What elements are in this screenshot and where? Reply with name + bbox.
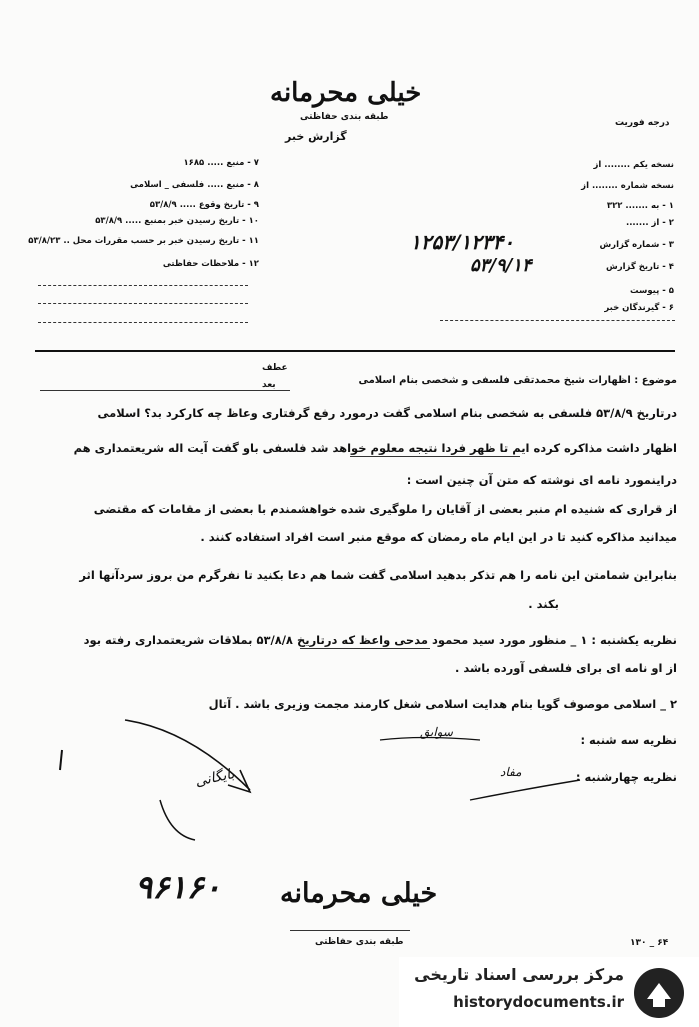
- report-date-handwritten: ۵۳/۹/۱۴: [470, 255, 532, 276]
- left-field: ۱۰ - تاریخ رسیدن خبر بمنبع ..... ۵۳/۸/۹: [95, 216, 259, 226]
- classification-bottom: خیلی محرمانه: [280, 878, 438, 909]
- watermark-title: مرکز بررسی اسناد تاریخی: [414, 965, 624, 984]
- handwritten-file-number: ۹۶۱۶۰: [135, 868, 221, 906]
- right-field: ۶ - گیرندگان خبر: [604, 303, 674, 313]
- body-line: نظریه یکشنبه : ۱ _ منظور مورد سید محمود مدحی واعظ که درتاریخ ۵۳/۸/۸ بملاقات شریعتمداری رفته بود: [83, 633, 677, 647]
- body-line: اظهار داشت مذاکره کرده ایم تا ظهر فردا نتیجه معلوم خواهد شد فلسفی باو گفت آیت اله شریعتمداری هم: [73, 441, 677, 455]
- body-line: نظریه چهارشنبه :: [575, 770, 677, 784]
- body-line: میدانید مذاکره کنید تا در این ایام ماه رمضان که موقع منبر است افراد استفاده کنند .: [200, 530, 677, 544]
- body-line: از او نامه ای برای فلسفی آورده باشد .: [454, 661, 677, 675]
- right-field: ۵ - پیوست: [630, 286, 674, 296]
- watermark: [399, 957, 699, 1027]
- body-line: ۲ _ اسلامی موصوف گویا بنام هدایت اسلامی شغل کارمند مجمت وزیری باشد . آتال: [208, 697, 677, 711]
- right-field: ۴ - تاریخ گزارش: [606, 262, 674, 272]
- left-field: ۱۱ - تاریخ رسیدن خبر بر حسب مقررات محل .. ۵۳/۸/۲۳: [28, 236, 259, 246]
- archive-logo-icon: [631, 965, 687, 1021]
- subject-line: موضوع : اظهارات شیخ محمدتقی فلسفی و شخصی بنام اسلامی: [358, 375, 677, 386]
- left-field: ۱۲ - ملاحظات حفاظتی: [162, 259, 259, 269]
- classification-bottom-sub: طبقه بندی حفاظتی: [315, 937, 404, 947]
- right-field: نسخه شماره ........ از: [581, 181, 674, 191]
- watermark-url: historydocuments.ir: [453, 993, 624, 1011]
- left-field: ۷ - منبع ..... ۱۶۸۵: [183, 158, 259, 168]
- report-title: گزارش خبر: [285, 130, 347, 143]
- classification-top-sub: طبقه بندی حفاظتی: [300, 112, 389, 122]
- footer-rule: [290, 930, 410, 931]
- right-field: ۱ - به ....... ۳۲۲: [606, 201, 674, 211]
- body-line: دراینمورد نامه ای نوشته که متن آن چنین است :: [406, 473, 677, 487]
- handwritten-note: بایگانی: [193, 766, 236, 790]
- body-line: نظریه سه شنبه :: [580, 733, 677, 747]
- left-field: ۸ - منبع ..... فلسفی _ اسلامی: [130, 180, 259, 190]
- right-field: نسخه یکم ........ از: [593, 160, 674, 170]
- body-line: درتاریخ ۵۳/۸/۹ فلسفی به شخصی بنام اسلامی گفت درمورد رفع گرفتاری وعاظ چه کارکرد بد؟ اسلامی: [97, 406, 677, 420]
- body-line: بنابراین شمامتن این نامه را هم تذکر بدهید اسلامی گفت شما هم دعا بکنید تا نفرگرم من بروز سردآنها اثر: [79, 568, 677, 582]
- subject-side-bottom: بعد: [262, 380, 276, 390]
- subject-side-top: عطف: [262, 363, 288, 373]
- body-line: از قراری که شنیده ام منبر بعضی از آقایان را ملوگیری شده خواهشمندم با بعضی از مقامات که مقتضی: [93, 502, 677, 516]
- form-code: ۱۳۰ _ ۶۴: [630, 938, 669, 948]
- left-field: ۹ - تاریخ وقوع ..... ۵۳/۸/۹: [149, 200, 259, 210]
- handwritten-note: مفاد: [500, 765, 522, 779]
- classification-top: خیلی محرمانه: [270, 78, 422, 108]
- right-field: ۳ - شماره گزارش: [599, 240, 674, 250]
- report-number-handwritten: ۱۲۵۳/۱۲۳۴۰: [410, 230, 514, 254]
- handwritten-note: سوابق: [420, 725, 453, 739]
- body-line: بکند .: [528, 597, 559, 611]
- urgency-label: درجه فوریت: [615, 118, 670, 128]
- right-field: ۲ - از .......: [625, 218, 674, 228]
